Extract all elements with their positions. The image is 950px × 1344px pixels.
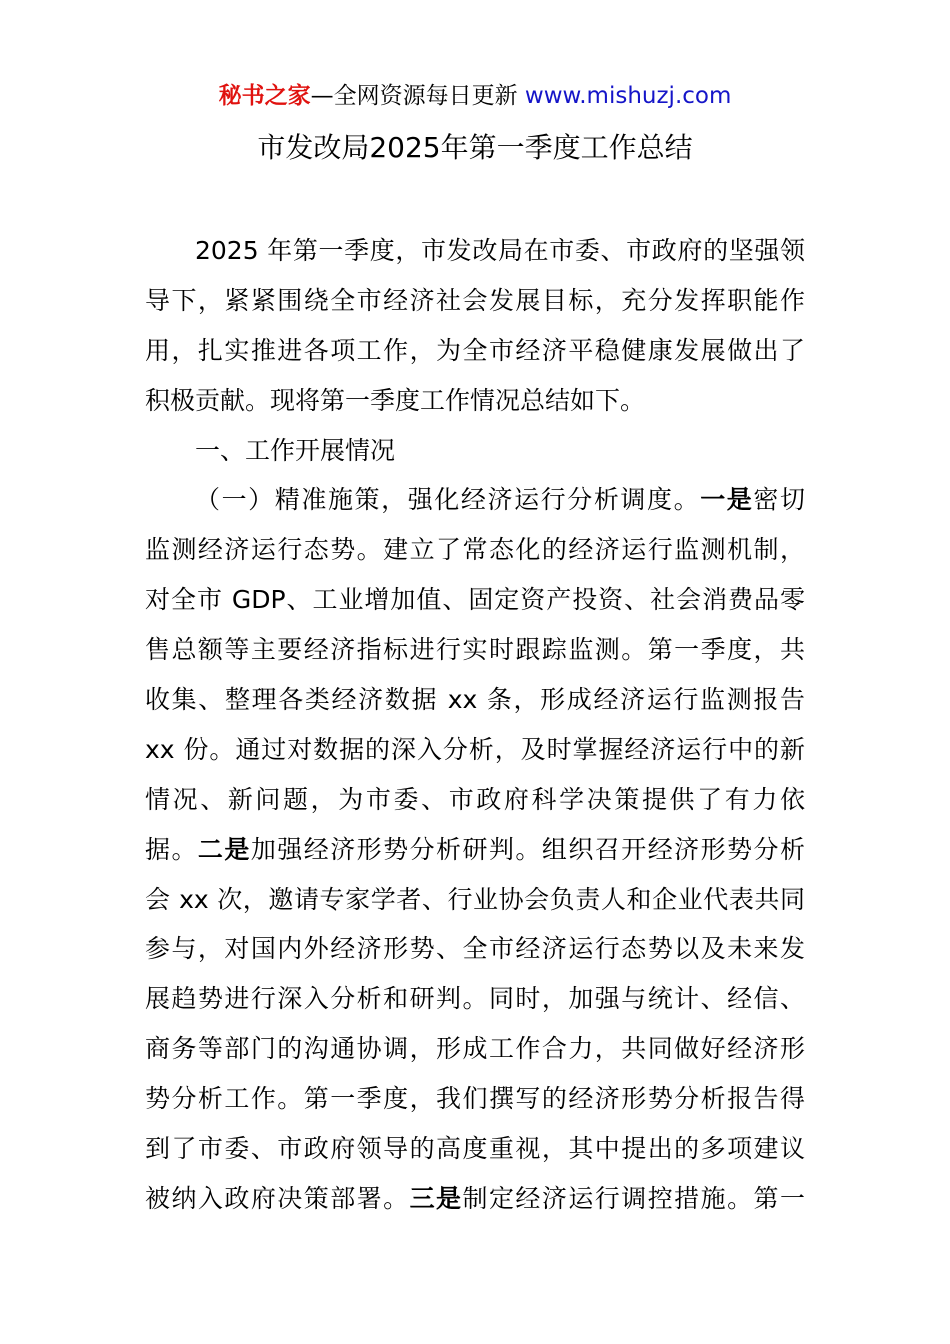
paragraph-line: 被纳入政府决策部署。三是制定经济运行调控措施。第一 <box>145 1183 805 1213</box>
paragraph-line: 参与，对国内外经济形势、全市经济运行态势以及未来发 <box>145 934 805 964</box>
paragraph-line: 积极贡献。现将第一季度工作情况总结如下。 <box>145 385 646 415</box>
paragraph-line: 商务等部门的沟通协调，形成工作合力，共同做好经济形 <box>145 1034 805 1064</box>
paragraph-line: 会 xx 次，邀请专家学者、行业协会负责人和企业代表共同 <box>145 884 805 914</box>
document-body <box>145 226 805 1224</box>
section-heading: 一、工作开展情况 <box>195 435 396 465</box>
paragraph-line: 导下，紧紧围绕全市经济社会发展目标，充分发挥职能作 <box>145 285 805 315</box>
paragraph-line: 势分析工作。第一季度，我们撰写的经济形势分析报告得 <box>145 1084 805 1114</box>
bold-marker: 一是 <box>700 485 754 515</box>
paragraph-line: 收集、整理各类经济数据 xx 条，形成经济运行监测报告 <box>145 685 805 715</box>
site-brand: 秘书之家 <box>218 83 311 109</box>
site-slogan: —全网资源每日更新 <box>310 83 525 109</box>
bold-marker: 二是 <box>197 834 251 864</box>
site-url-link[interactable]: www.mishuzj.com <box>524 83 732 109</box>
paragraph-line: 用，扎实推进各项工作，为全市经济平稳健康发展做出了 <box>145 335 805 365</box>
paragraph-line: 监测经济运行态势。建立了常态化的经济运行监测机制， <box>145 535 805 565</box>
site-header <box>0 80 950 112</box>
subsection-heading: （一）精准施策，强化经济运行分析调度。一是密切 <box>195 485 805 515</box>
bold-marker: 三是 <box>409 1183 463 1213</box>
paragraph-line: 据。二是加强经济形势分析研判。组织召开经济形势分析 <box>145 834 805 864</box>
paragraph-line: 展趋势进行深入分析和研判。同时，加强与统计、经信、 <box>145 984 805 1014</box>
paragraph-line: 售总额等主要经济指标进行实时跟踪监测。第一季度，共 <box>145 635 805 665</box>
paragraph-line: 到了市委、市政府领导的高度重视，其中提出的多项建议 <box>145 1134 805 1164</box>
paragraph-line: xx 份。通过对数据的深入分析，及时掌握经济运行中的新 <box>145 734 805 764</box>
paragraph-line: 对全市 GDP、工业增加值、固定资产投资、社会消费品零 <box>145 585 805 615</box>
paragraph-line: 情况、新问题，为市委、市政府科学决策提供了有力依 <box>145 784 805 814</box>
document-title: 市发改局2025年第一季度工作总结 <box>257 131 693 164</box>
paragraph-line: 2025 年第一季度，市发改局在市委、市政府的坚强领 <box>195 236 805 265</box>
